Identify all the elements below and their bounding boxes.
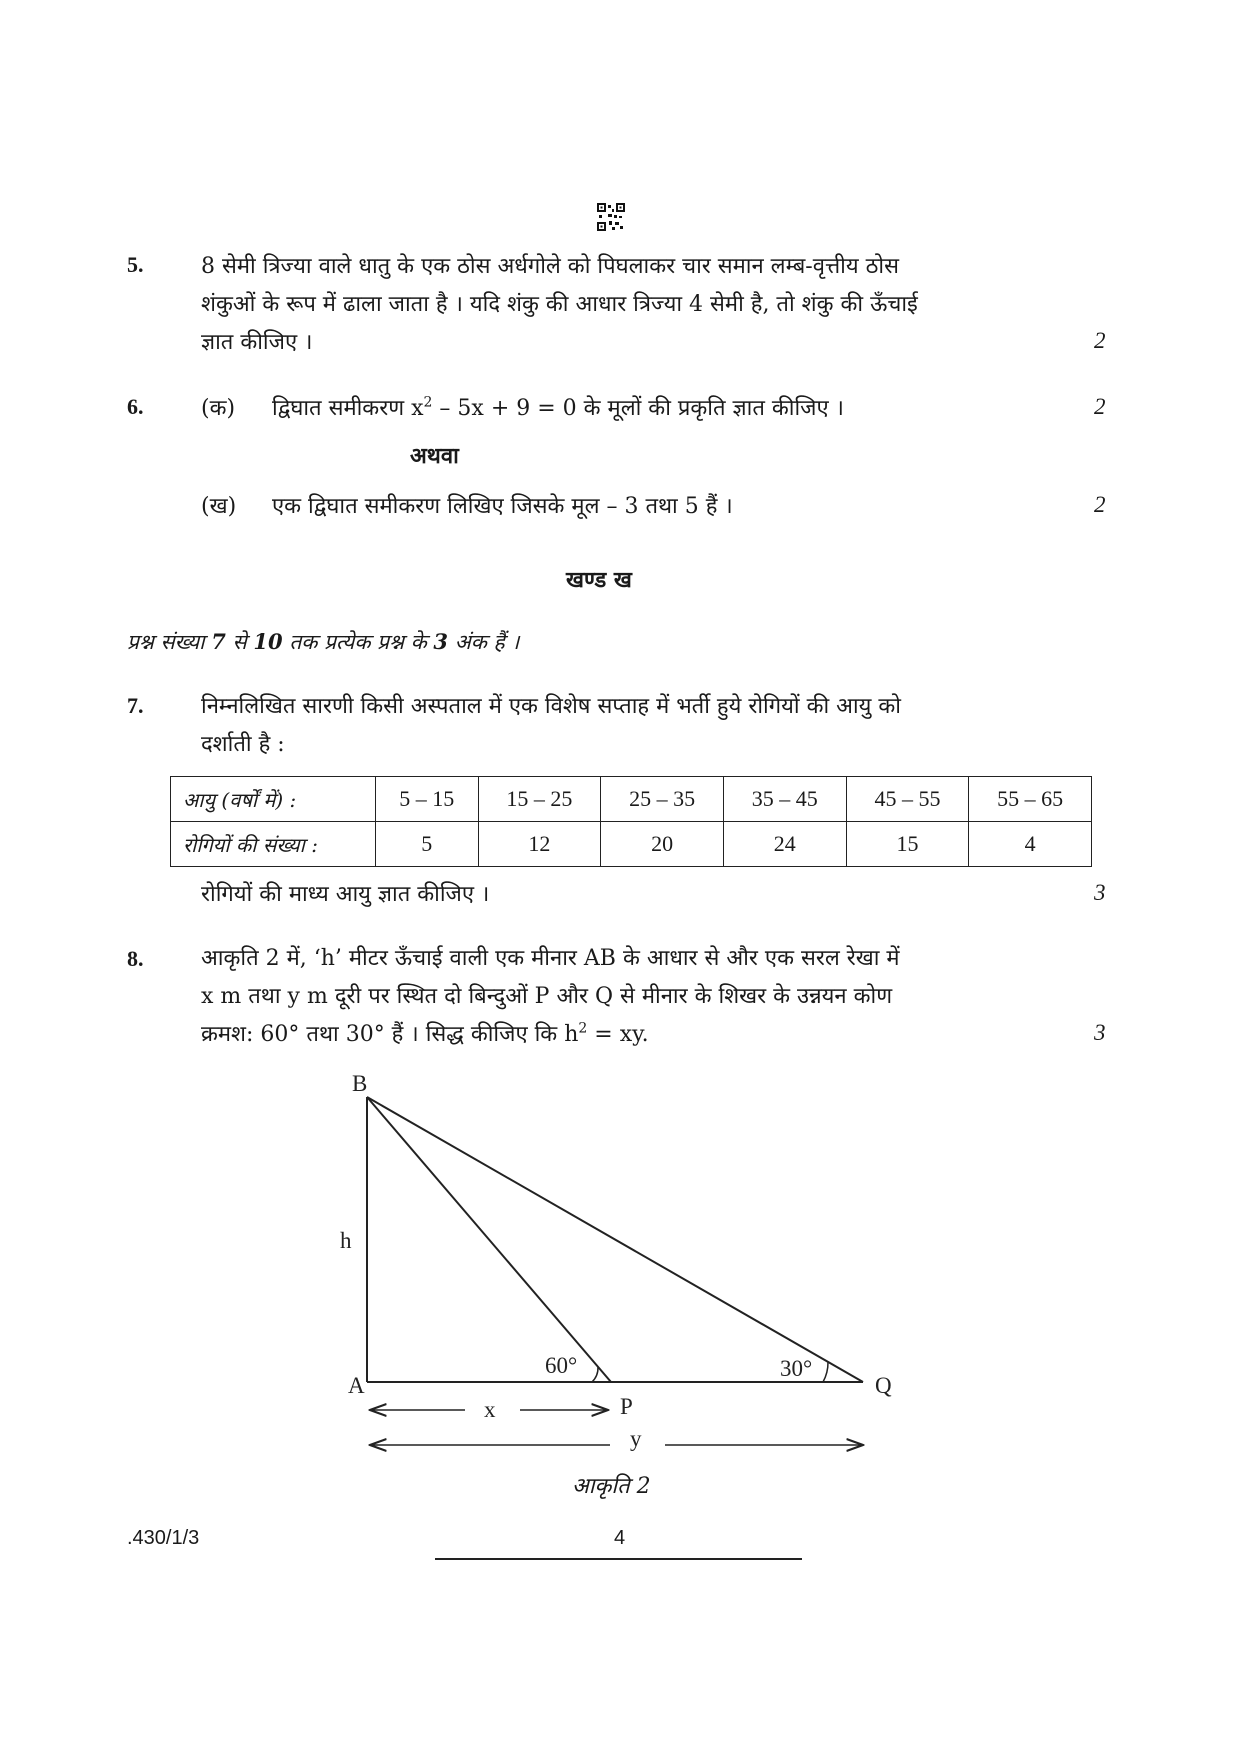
table-row bbox=[171, 822, 1092, 867]
q6a-text: द्विघात समीकरण $x^2 - 5x + 9 = 0$ के मूलों की प्रकृति ज्ञात कीजिए । bbox=[272, 394, 844, 421]
q8-marks: 3 bbox=[1094, 1020, 1106, 1045]
q5-line-1: 8 सेमी त्रिज्या वाले धातु के एक ठोस अर्धगोले को पिघलाकर चार समान लम्ब-वृत्तीय ठोस bbox=[201, 254, 899, 279]
table-header-patients: रोगियों की संख्या : bbox=[171, 822, 376, 867]
figure-2 bbox=[330, 1060, 930, 1470]
table-cell: 55 – 65 bbox=[969, 777, 1092, 822]
line-bq bbox=[367, 1097, 863, 1382]
q7-question: रोगियों की माध्य आयु ज्ञात कीजिए । bbox=[201, 882, 490, 907]
q8-line-2: x m तथा y m दूरी पर स्थित दो बिन्दुओं P और Q से मीनार के शिखर के उन्नयन कोण bbox=[201, 984, 893, 1009]
table-header-age: आयु (वर्षों में) : bbox=[171, 777, 376, 822]
angle-label-q: 30° bbox=[780, 1356, 813, 1381]
or-text: अथवा bbox=[410, 443, 459, 469]
q6b-label: (ख) bbox=[201, 494, 237, 519]
table-cell: 12 bbox=[478, 822, 601, 867]
figure-caption: आकृति 2 bbox=[572, 1474, 651, 1499]
section-title: खण्ड ख bbox=[566, 567, 632, 593]
table-cell: 5 – 15 bbox=[376, 777, 479, 822]
table-cell: 15 – 25 bbox=[478, 777, 601, 822]
table-row bbox=[171, 777, 1092, 822]
q6b-marks: 2 bbox=[1094, 492, 1106, 517]
table-cell: 15 bbox=[846, 822, 969, 867]
label-h: h bbox=[340, 1228, 352, 1253]
angle-label-p: 60° bbox=[545, 1353, 578, 1378]
table-cell: 25 – 35 bbox=[601, 777, 724, 822]
qr-code-icon bbox=[597, 203, 625, 231]
q6a-label: (क) bbox=[201, 396, 236, 421]
label-a: A bbox=[348, 1373, 365, 1398]
q7-line-1: निम्नलिखित सारणी किसी अस्पताल में एक विशेष सप्ताह में भर्ती हुये रोगियों की आयु को bbox=[201, 694, 902, 719]
table-cell: 20 bbox=[601, 822, 724, 867]
q8-line-3: क्रमश: 60° तथा 30° हैं । सिद्ध कीजिए कि $h^2$ = xy. bbox=[201, 1020, 649, 1047]
q7-marks: 3 bbox=[1094, 880, 1106, 905]
angle-arc-q bbox=[823, 1362, 828, 1382]
q5-line-2: शंकुओं के रूप में ढाला जाता है । यदि शंकु की आधार त्रिज्या 4 सेमी है, तो शंकु की ऊँचाई bbox=[201, 292, 918, 317]
age-table bbox=[170, 776, 1092, 867]
label-p: P bbox=[620, 1394, 633, 1419]
q7-number: 7. bbox=[127, 693, 144, 718]
q6-number: 6. bbox=[127, 394, 144, 419]
q6a-marks: 2 bbox=[1094, 394, 1106, 419]
footer-divider bbox=[435, 1558, 802, 1560]
q5-number: 5. bbox=[127, 252, 144, 277]
angle-arc-p bbox=[592, 1367, 598, 1382]
label-y: y bbox=[630, 1426, 642, 1451]
table-cell: 45 – 55 bbox=[846, 777, 969, 822]
q7-line-2: दर्शाती है : bbox=[201, 732, 285, 757]
q8-line-1: आकृति 2 में, ‘h’ मीटर ऊँचाई वाली एक मीनार AB के आधार से और एक सरल रेखा में bbox=[201, 946, 900, 971]
q5-marks: 2 bbox=[1094, 328, 1106, 353]
paper-code: .430/1/3 bbox=[127, 1527, 200, 1549]
table-cell: 24 bbox=[723, 822, 846, 867]
table-cell: 5 bbox=[376, 822, 479, 867]
q8-number: 8. bbox=[127, 946, 144, 971]
label-x: x bbox=[484, 1397, 496, 1422]
label-q: Q bbox=[875, 1373, 892, 1398]
line-bp bbox=[367, 1097, 611, 1382]
q5-line-3: ज्ञात कीजिए । bbox=[201, 330, 313, 355]
table-cell: 35 – 45 bbox=[723, 777, 846, 822]
q6b-text: एक द्विघात समीकरण लिखिए जिसके मूल – 3 तथा 5 हैं । bbox=[272, 494, 733, 519]
section-instruction: प्रश्न संख्या 7 से 10 तक प्रत्येक प्रश्न के 3 अंक हैं । bbox=[127, 629, 520, 654]
label-b: B bbox=[352, 1071, 368, 1096]
page-number: 4 bbox=[614, 1527, 626, 1549]
table-cell: 4 bbox=[969, 822, 1092, 867]
